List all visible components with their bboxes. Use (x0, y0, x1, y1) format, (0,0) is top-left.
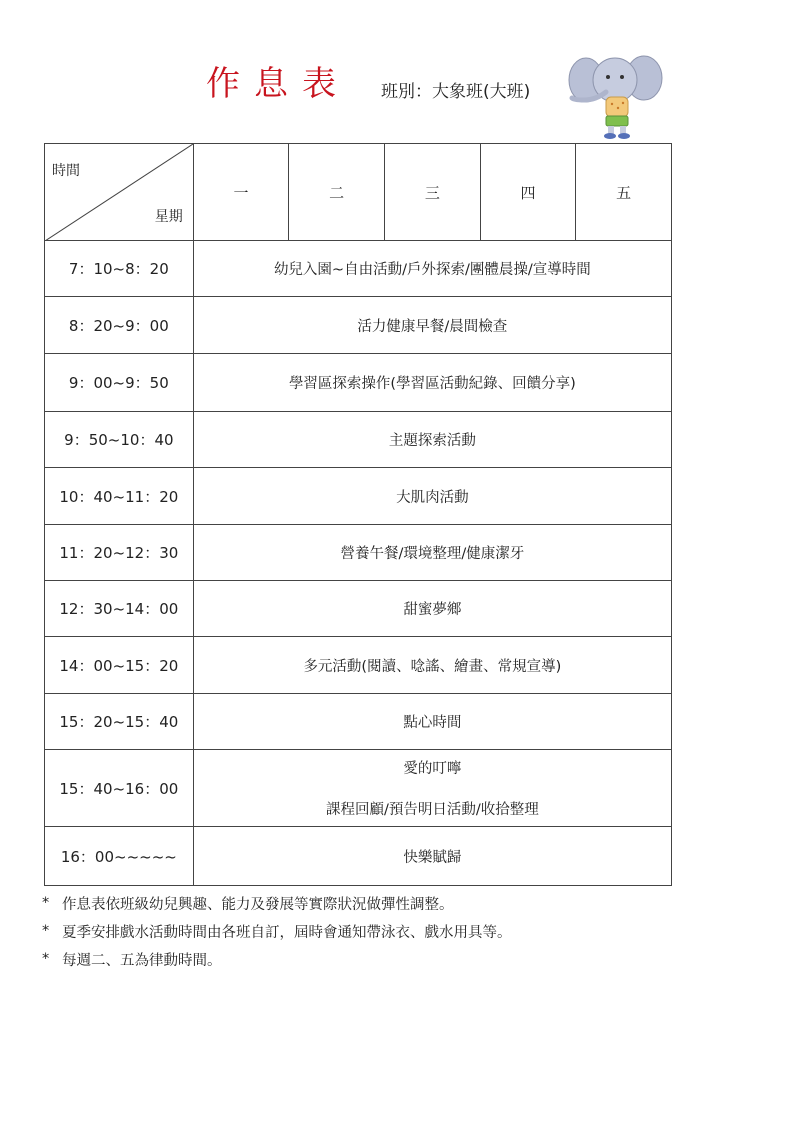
page-title: 作息表 (206, 64, 350, 104)
schedule-row (45, 525, 672, 581)
time-slot: 11：20~12：30 (45, 525, 194, 581)
activity-cell (193, 694, 671, 750)
class-label: 班別：大象班(大班) (381, 82, 531, 102)
activity-text: 多元活動(閱讀、唸謠、繪畫、常規宣導) (303, 658, 562, 675)
activity-text: 學習區探索操作(學習區活動紀錄、回饋分享) (288, 376, 576, 392)
note-bullet: * (42, 923, 50, 939)
schedule-row (45, 827, 672, 886)
schedule-row (45, 241, 672, 297)
corner-time-label: 時間 (52, 163, 80, 179)
day-mon: 一 (193, 144, 289, 241)
schedule-table (44, 143, 672, 886)
activity-text: 課程回顧/預告明日活動/收拾整理 (325, 802, 539, 818)
time-slot: 9：00~9：50 (45, 354, 194, 412)
activity-cell (193, 525, 671, 581)
note-bullet: * (42, 895, 50, 911)
schedule-row (45, 694, 672, 750)
diagonal-line (45, 144, 193, 241)
activity-text: 營養午餐/環境整理/健康潔牙 (340, 546, 525, 562)
activity-text: 幼兒入園~自由活動/戶外探索/團體晨操/宣導時間 (273, 262, 591, 278)
schedule-row (45, 637, 672, 694)
activity-text: 愛的叮嚀 (403, 761, 462, 777)
note-bullet: * (42, 951, 50, 967)
activity-cell (193, 297, 671, 354)
header-row (45, 144, 672, 241)
time-slot: 7：10~8：20 (45, 241, 194, 297)
schedule-row (45, 412, 672, 468)
schedule-row (45, 354, 672, 412)
note-item (42, 917, 512, 945)
activity-cell (193, 637, 671, 694)
time-slot: 10：40~11：20 (45, 468, 194, 525)
corner-cell (45, 144, 194, 241)
activity-cell (193, 468, 671, 525)
time-slot: 14：00~15：20 (45, 637, 194, 694)
day-fri: 五 (576, 144, 672, 241)
day-tue: 二 (289, 144, 385, 241)
note-text: 每週二、五為律動時間。 (62, 952, 222, 969)
activity-text: 快樂賦歸 (403, 849, 462, 866)
activity-cell (193, 827, 671, 886)
schedule-row (45, 468, 672, 525)
activity-text: 活力健康早餐/晨間檢查 (357, 318, 508, 335)
note-text: 作息表依班級幼兒興趣、能力及發展等實際狀況做彈性調整。 (62, 896, 454, 913)
schedule-row (45, 750, 672, 827)
activity-cell (193, 581, 671, 637)
activity-text: 甜蜜夢鄉 (403, 602, 462, 618)
schedule-row (45, 581, 672, 637)
note-item (42, 889, 512, 917)
elephant-illustration (566, 50, 666, 142)
activity-cell (193, 412, 671, 468)
schedule-row (45, 297, 672, 354)
note-item (42, 945, 512, 973)
time-slot: 12：30~14：00 (45, 581, 194, 637)
notes (42, 889, 512, 973)
time-slot: 8：20~9：00 (45, 297, 194, 354)
activity-cell (193, 241, 671, 297)
time-slot: 15：40~16：00 (45, 750, 194, 827)
time-slot: 15：20~15：40 (45, 694, 194, 750)
time-slot: 16：00~~~~~ (45, 827, 194, 886)
activity-text: 主題探索活動 (388, 433, 476, 449)
day-thu: 四 (480, 144, 576, 241)
note-text: 夏季安排戲水活動時間由各班自訂，屆時會通知帶泳衣、戲水用具等。 (62, 924, 512, 941)
time-slot: 9：50~10：40 (45, 412, 194, 468)
activity-cell (193, 354, 671, 412)
activity-cell (193, 750, 671, 827)
activity-text: 大肌肉活動 (396, 489, 469, 506)
activity-text: 點心時間 (403, 715, 462, 731)
day-wed: 三 (385, 144, 481, 241)
corner-week-label: 星期 (154, 209, 183, 225)
